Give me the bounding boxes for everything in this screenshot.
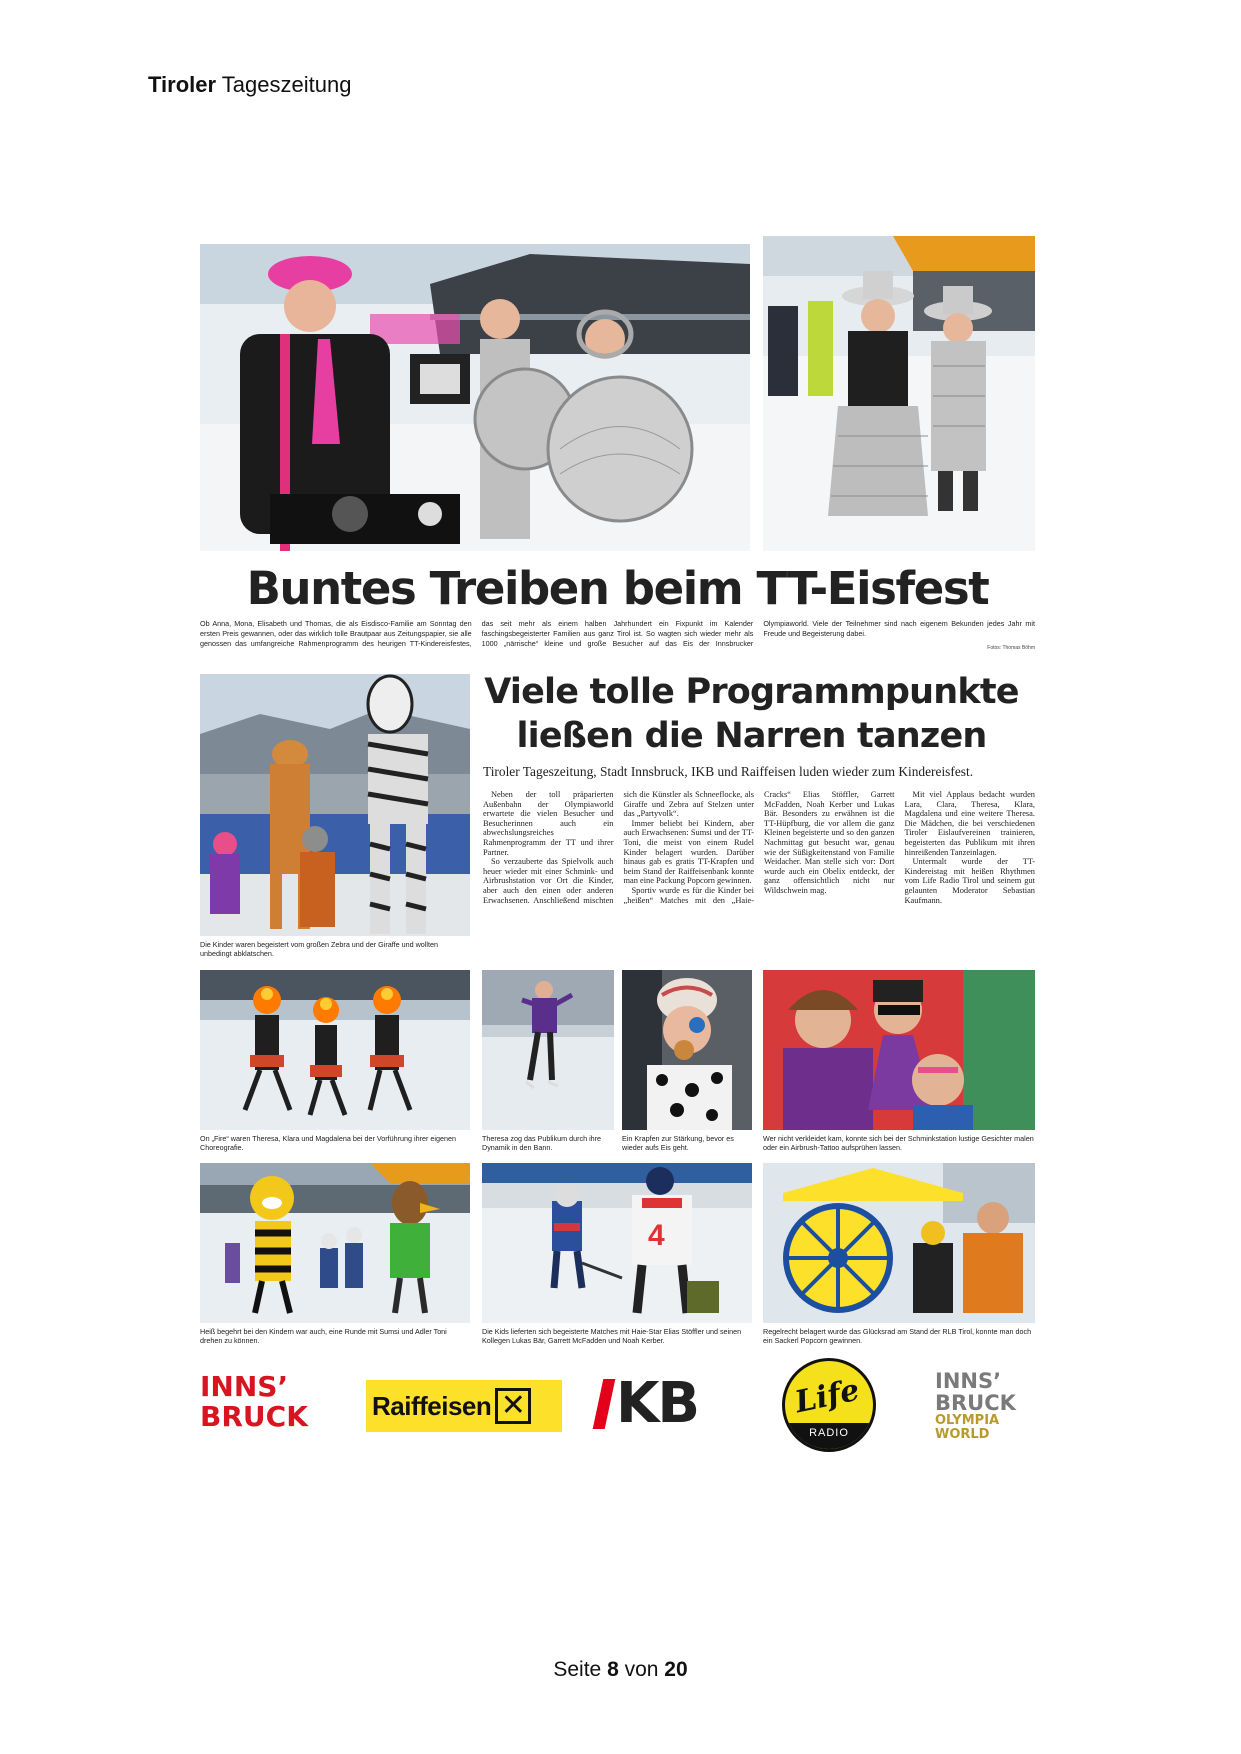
second-headline-line2: ließen die Narren tanzen [516,716,987,756]
subheadline: Tiroler Tageszeitung, Stadt Innsbruck, IKB und Raiffeisen luden wieder zum Kindereisfest. [483,764,974,779]
photo-hockey [482,1163,752,1323]
photo-gluecksrad [763,1163,1035,1323]
article-paragraph: Untermalt wurde der TT-Kindereistag mit heißen Rhythmen vom Life Radio Tirol und seinem gut gelaunten Moderator Sebastian Kaufmann. [904,857,1035,905]
logo-ikb-text: KB [616,1371,699,1436]
header-brand-rest: Tageszeitung [216,72,352,97]
article-paragraph: Mit viel Applaus bedacht wurden Lara, Clara, Theresa, Klara, Magdalena und eine weitere Theresa. Die Mädchen, die bei verschiedenen Tiroler Eislaufvereinen trainieren, begeisterten das Publikum mit ihren hinreißenden Tanzeinlagen. [904,790,1035,857]
olympia-line4: WORLD [935,1427,990,1442]
photo-zebra-giraffe [200,674,470,936]
footer-middle: von [618,1658,665,1681]
photo-sumsi-toni [200,1163,470,1323]
caption-schminken: Wer nicht verkleidet kam, konnte sich bei der Schminkstation lustige Gesichter malen oder ein Airbrush-Tattoo aufsprühen lassen. [763,1134,1034,1152]
olympia-line3: OLYMPIA [935,1413,1000,1428]
sponsor-logos [200,1352,1035,1452]
olympia-line2: BRUCK [935,1391,1016,1415]
photo-krapfen-girl [622,970,752,1130]
logo-innsbruck-line2: BRUCK [200,1400,308,1433]
article-paragraph: Immer beliebt bei Kindern, aber auch Erwachsenen: Sumsi und der TT-Toni, die meist von einem Rudel Kinder belagert wurden. Darüber hinaus gab es gratis TT-Krapfen und beim Stand der Raiffeisenbank konnte man eine Packung Popcorn gewinnen. [623,818,754,886]
article-body [483,790,1035,965]
caption-hockey: Die Kids lieferten sich begeisterte Matches mit Haie-Star Elias Stöffler und seinen Kollegen Lukas Bär, Garrett McFadden und Noah Kerber. [482,1327,742,1345]
article-paragraph: So verzauberte das Spielvolk auch heuer wieder mit einer Schmink- und Airbrushstation vor Ort die Kinder, aber auch den einen oder anderen Erwachsenen. Anschließend mischten sich die Künstler als Schneeflocke, als Giraffe und Zebra auf Stelzen unter das „Partyvolk“. [483,790,754,905]
logo-radio-text: RADIO [809,1427,849,1439]
logo-raiffeisen-text: Raiffeisen [372,1390,492,1421]
logo-ikb [598,1371,748,1436]
caption-gluecksrad: Regelrecht belagert wurde das Glücksrad am Stand der RLB Tirol, konnte man doch ein Sackerl Popcorn gewinnen. [763,1327,1032,1345]
caption-zebra: Die Kinder waren begeistert vom großen Zebra und der Giraffe und wollten unbedingt abklatschen. [200,940,438,958]
document-header [148,72,351,98]
ikb-red-i-icon [593,1379,616,1429]
article-paragraph: Sportiv wurde es für die Kinder bei „heißen“ Matches mit den „Haie-Cracks“ Elias Stöffler, Garrett McFadden, Noah Kerber und Lukas Bär. Besonders zu erwähnen ist die TT-Hüpfburg, die vor allem die ganz Kleinen begeisterte und so den ganzen Nachmittag gut besucht war, genau wie der Süßigkeitenstand von Familie Weidacher. Man stelle sich vor: Dort wurde auch ein Obelix entdeckt, der ganz offensichtlich nicht nur Wildschwein mag. [623,790,895,905]
svg-text:4: 4 [648,1219,665,1252]
photo-disco-family [200,244,750,551]
raiffeisen-gable-icon: ✕ [495,1388,531,1424]
main-headline: Buntes Treiben beim TT-Eisfest [246,562,989,615]
newspaper-clipping [200,236,1035,1456]
logo-innsbruck [200,1372,330,1436]
logo-life-text: Life [792,1372,863,1421]
header-brand-bold: Tiroler [148,72,217,97]
page-footer [0,1658,1241,1682]
photo-theresa-skater [482,970,614,1130]
photo-face-painting [763,970,1035,1130]
logo-life-radio [782,1358,876,1452]
footer-total-pages: 20 [664,1658,688,1681]
intro-text: Ob Anna, Mona, Elisabeth und Thomas, die als Eisdisco-Familie am Sonntag den ersten Preis gewannen, oder das wirklich tolle Brautpaar aus Zeitungspapier, sie alle genossen das umfangreiche Rahmenprogramm des heurigen TT-Kindereisfestes, das seit mehr als einem halben Jahrhundert ein Fixpunkt im Kalender faschingsbegeisterter Familien aus ganz Tirol ist. So wagten sich wieder mehr als 1000 „närrische“ kleine und große Besucher auf das Eis der Innsbrucker Olympiaworld. Viele der Teilnehmer sind nach eigenem Bekunden jedes Jahr mit Freude und Begeisterung dabei. [200,619,1035,648]
logo-raiffeisen [366,1380,562,1432]
footer-page-number: 8 [607,1658,619,1681]
footer-prefix: Seite [553,1658,608,1681]
logo-innsbruck-line1: INNS’ [200,1370,289,1403]
caption-theresa: Theresa zog das Publikum durch ihre Dynamik in den Bann. [482,1134,602,1152]
caption-sumsi: Heiß begehrt bei den Kindern war auch, eine Runde mit Sumsi und Adler Toni drehen zu können. [200,1327,447,1345]
caption-krapfen: Ein Krapfen zur Stärkung, bevor es wieder aufs Eis geht. [622,1134,734,1152]
logo-olympia-world [935,1370,1035,1450]
photo-fire-dancers [200,970,470,1130]
caption-fire: On „Fire“ waren Theresa, Klara und Magdalena bei der Vorführung ihrer eigenen Choreografie. [200,1134,456,1152]
photo-credit: Fotos: Thomas Böhm [987,645,1035,651]
second-headline [468,670,1035,758]
article-paragraph: Neben der toll präparierten Außenbahn der Olympiaworld erwartete die vielen Besucher und Besucherinnen auch ein abwechslungsreiches Rahmenprogramm der TT und ihrer Partner. [483,790,614,857]
photo-newspaper-couple [763,236,1035,551]
second-headline-line1: Viele tolle Programmpunkte [484,672,1019,712]
olympia-line1: INNS’ [935,1369,1002,1393]
